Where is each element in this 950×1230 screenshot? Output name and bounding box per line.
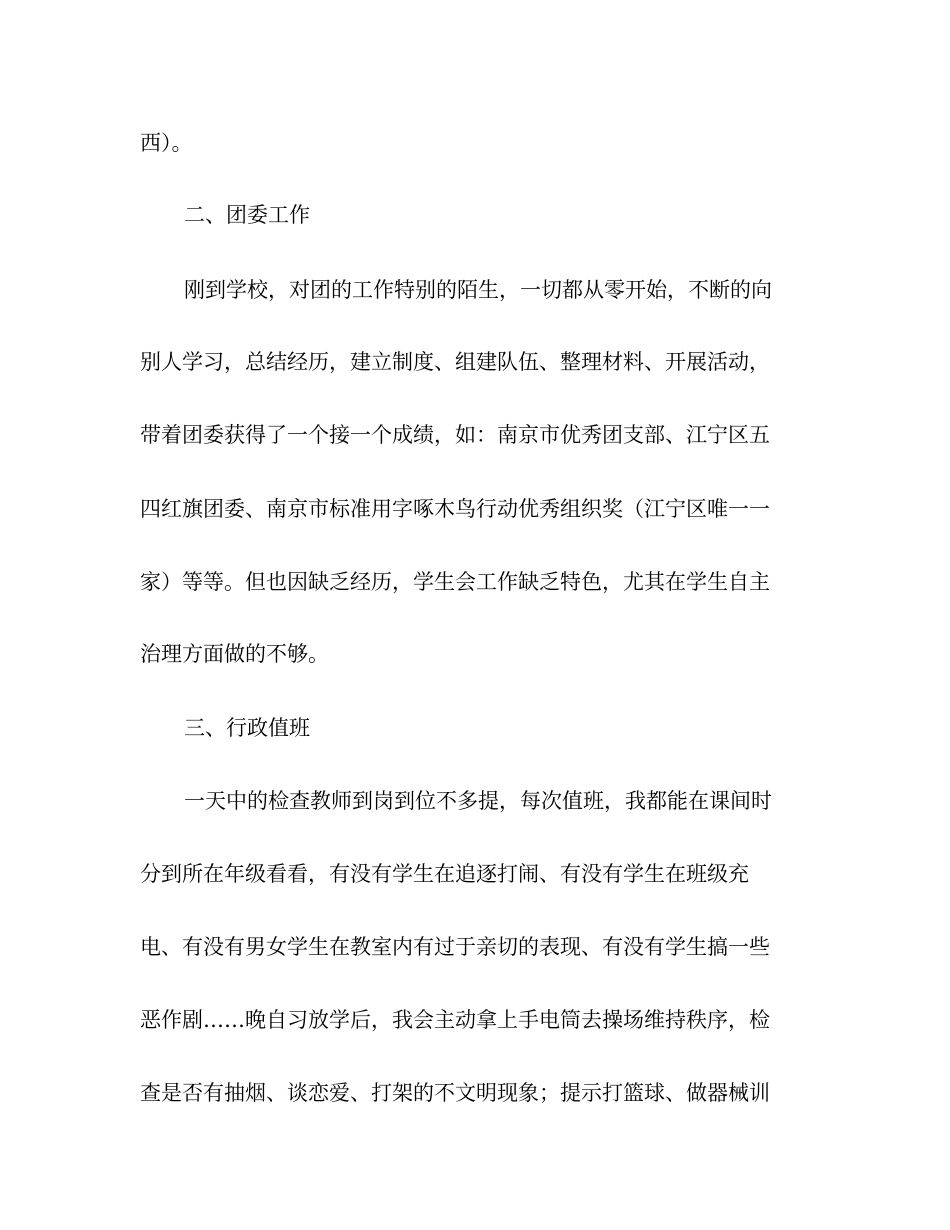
text-line: 治理方面做的不够。	[140, 642, 329, 666]
text-line: 西）。	[140, 131, 193, 155]
section-heading: 三、行政值班	[184, 716, 310, 740]
text-line: 一天中的检查教师到岗到位不多提，每次值班，我都能在课间时	[184, 789, 772, 813]
text-line: 查是否有抽烟、谈恋爱、打架的不文明现象；提示打篮球、做器械训	[140, 1081, 770, 1105]
text-line: 别人学习，总结经历，建立制度、组建队伍、整理材料、开展活动，	[140, 350, 770, 374]
text-line: 恶作剧……晚自习放学后，我会主动拿上手电筒去操场维持秩序，检	[140, 1008, 770, 1032]
text-line: 家）等等。但也因缺乏经历，学生会工作缺乏特色，尤其在学生自主	[140, 570, 770, 594]
text-line: 刚到学校，对团的工作特别的陌生，一切都从零开始，不断的向	[184, 278, 772, 302]
section-heading: 二、团委工作	[184, 203, 310, 227]
text-line: 电、有没有男女学生在教室内有过于亲切的表现、有没有学生搞一些	[140, 935, 770, 959]
text-line: 分到所在年级看看，有没有学生在追逐打闹、有没有学生在班级充	[140, 862, 749, 886]
text-line: 四红旗团委、南京市标准用字啄木鸟行动优秀组织奖（江宁区唯一一	[140, 497, 770, 521]
text-line: 带着团委获得了一个接一个成绩，如：南京市优秀团支部、江宁区五	[140, 423, 770, 447]
